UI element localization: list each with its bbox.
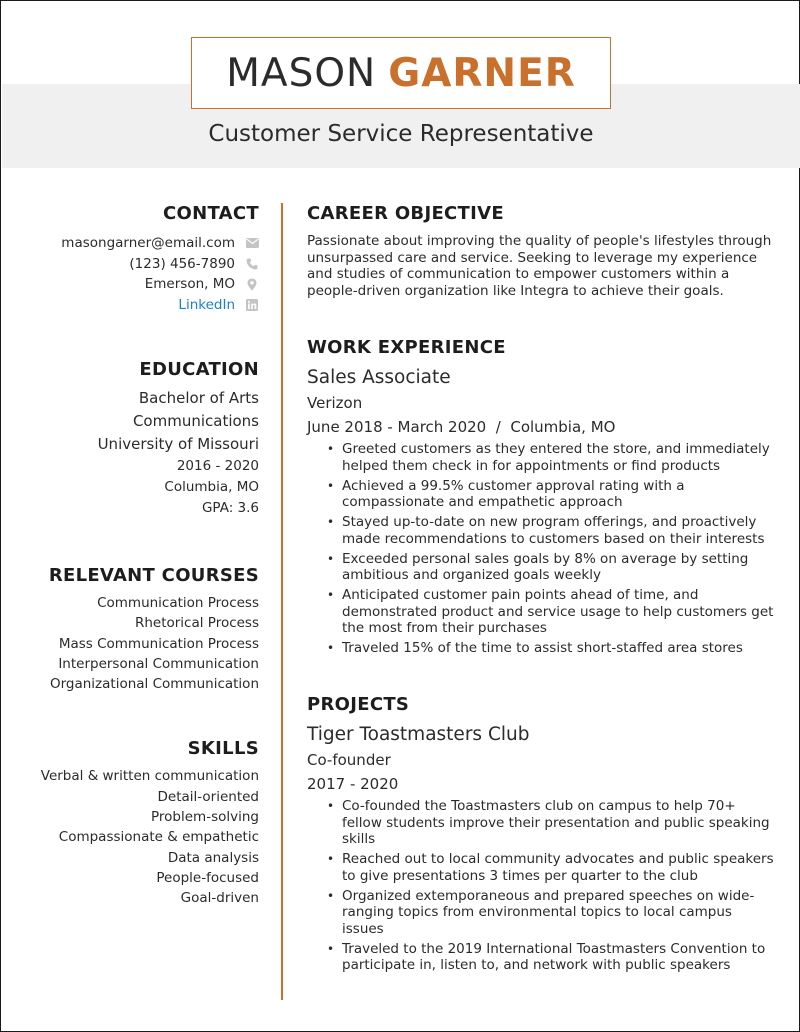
- email-text: masongarner@email.com: [61, 235, 235, 251]
- projects-heading: PROJECTS: [307, 694, 410, 715]
- job-title-subtitle: Customer Service Representative: [208, 121, 594, 147]
- project-title: Tiger Toastmasters Club: [307, 724, 530, 745]
- objective-heading: CAREER OBJECTIVE: [307, 203, 504, 224]
- name-box: [191, 37, 611, 109]
- course-item: Communication Process: [97, 595, 259, 611]
- skill-item: Detail-oriented: [157, 788, 259, 805]
- contact-heading: CONTACT: [163, 203, 259, 224]
- experience-section: [307, 335, 777, 657]
- experience-bullets: [307, 441, 777, 657]
- list-item: • Co-founded the Toastmasters club on campus to help 70+ fellow students improve their presentation and public speaking skills: [307, 798, 777, 848]
- experience-company: Verizon: [307, 394, 363, 412]
- objective-section: [307, 201, 777, 299]
- education-dates: 2016 - 2020: [176, 458, 259, 474]
- column-divider: [281, 203, 283, 1000]
- list-item: • Reached out to local community advocates and public speakers to give presentations 3 times per quarter to the club: [307, 851, 777, 884]
- course-item: Rhetorical Process: [134, 615, 259, 632]
- linkedin-line[interactable]: [21, 295, 259, 316]
- email-line[interactable]: [21, 233, 259, 254]
- skill-item: Problem-solving: [151, 809, 259, 826]
- first-name: MASON: [226, 50, 377, 96]
- right-column: [307, 201, 777, 977]
- courses-section: [21, 563, 259, 694]
- project-role: Co-founder: [307, 751, 391, 769]
- objective-text: Passionate about improving the quality of people's lifestyles through unsurpassed care and service. Seeking to leverage my experience and studies of communication to empower customers within a people-driven organization like Integra to achieve their goals.: [307, 233, 772, 299]
- list-item: • Organized extemporaneous and prepared speeches on wide-ranging topics from environmental topics to local campus issues: [307, 888, 777, 938]
- skill-item: Compassionate & empathetic: [58, 829, 259, 846]
- list-item: • Traveled 15% of the time to assist short-staffed area stores: [307, 640, 777, 657]
- projects-section: [307, 692, 777, 974]
- experience-job-title: Sales Associate: [307, 367, 451, 388]
- education-gpa: GPA: 3.6: [201, 500, 259, 516]
- skills-heading: SKILLS: [187, 738, 259, 760]
- contact-section: [21, 201, 259, 315]
- list-item: • Greeted customers as they entered the store, and immediately helped them check in for appointments or find products: [307, 441, 777, 474]
- list-item: • Exceeded personal sales goals by 8% on average by setting ambitious and organized goals weekly: [307, 551, 777, 584]
- project-bullets: [307, 798, 777, 974]
- envelope-icon: [245, 236, 259, 250]
- linkedin-link[interactable]: LinkedIn: [178, 296, 235, 313]
- project-dates: 2017 - 2020: [307, 775, 399, 793]
- list-item: • Stayed up-to-date on new program offerings, and proactively made recommendations to customers based on their interests: [307, 514, 777, 547]
- education-major: Communications: [132, 412, 259, 430]
- list-item: • Traveled to the 2019 International Toastmasters Convention to participate in, listen to, and network with public speakers: [307, 941, 777, 974]
- skill-item: Goal-driven: [180, 890, 259, 907]
- left-column: [21, 201, 259, 909]
- skill-item: Verbal & written communication: [40, 768, 259, 785]
- location-text: Emerson, MO: [144, 276, 235, 292]
- experience-dates: June 2018 - March 2020 / Columbia, MO: [307, 418, 616, 436]
- experience-heading: WORK EXPERIENCE: [307, 337, 506, 358]
- course-item: Organizational Communication: [49, 676, 259, 693]
- map-pin-icon: [245, 277, 259, 291]
- list-item: • Achieved a 99.5% customer approval rating with a compassionate and empathetic approach: [307, 478, 777, 511]
- phone-line[interactable]: [21, 254, 259, 275]
- education-school: University of Missouri: [97, 435, 259, 453]
- education-degree: Bachelor of Arts: [138, 389, 259, 407]
- course-item: Mass Communication Process: [58, 635, 259, 652]
- education-section: [21, 357, 259, 519]
- skill-item: Data analysis: [167, 849, 259, 866]
- education-heading: EDUCATION: [139, 359, 259, 380]
- skills-section: [21, 736, 259, 908]
- last-name: GARNER: [388, 50, 576, 96]
- phone-text: (123) 456-7890: [129, 255, 235, 272]
- list-item: • Anticipated customer pain points ahead of time, and demonstrated product and service usage to help customers get the most from their purchases: [307, 587, 777, 637]
- skill-item: People-focused: [156, 869, 259, 886]
- location-line: [21, 274, 259, 295]
- phone-icon: [245, 257, 259, 271]
- education-location: Columbia, MO: [164, 479, 259, 495]
- courses-heading: RELEVANT COURSES: [48, 565, 259, 586]
- course-item: Interpersonal Communication: [58, 655, 259, 672]
- linkedin-icon: [245, 298, 259, 312]
